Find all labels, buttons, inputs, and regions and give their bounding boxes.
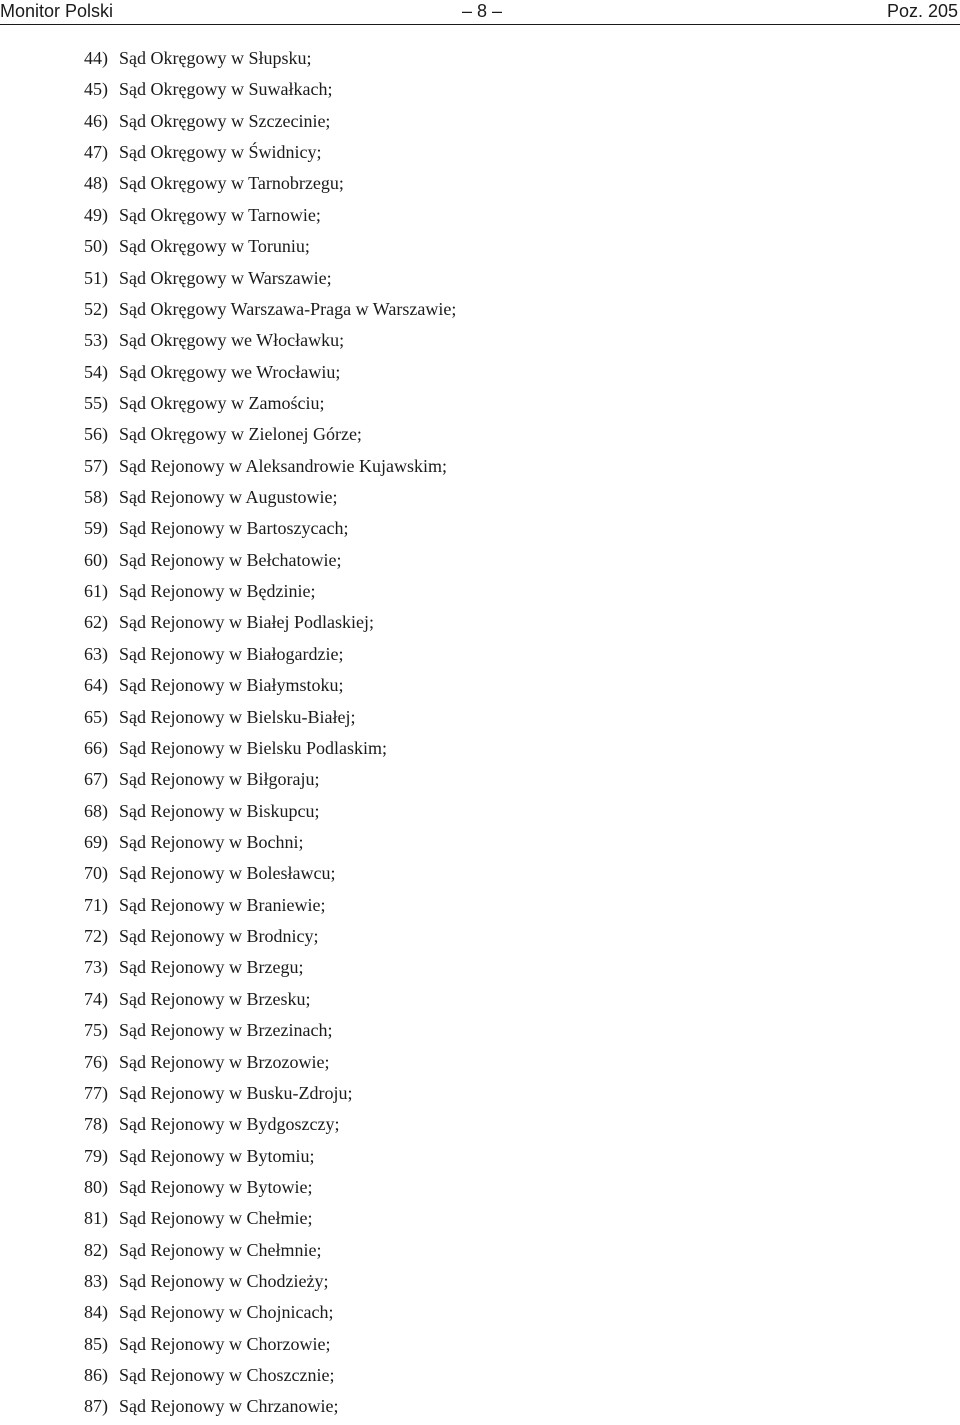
list-item-number: 58) bbox=[84, 487, 108, 508]
list-item-text: Sąd Rejonowy w Bochni; bbox=[119, 831, 304, 852]
list-item-text: Sąd Okręgowy w Słupsku; bbox=[119, 48, 312, 68]
list-item-number: 54) bbox=[84, 361, 108, 382]
list-item bbox=[84, 827, 456, 858]
list-item-text: Sąd Rejonowy w Brzegu; bbox=[119, 957, 304, 978]
list-item bbox=[84, 1266, 456, 1297]
list-item bbox=[84, 43, 456, 74]
list-item-text: Sąd Okręgowy w Toruniu; bbox=[119, 236, 310, 257]
list-item bbox=[84, 858, 456, 889]
list-item-text: Sąd Rejonowy w Biłgoraju; bbox=[119, 769, 320, 790]
list-item-text: Sąd Okręgowy we Włocławku; bbox=[119, 330, 345, 351]
list-item-number: 51) bbox=[84, 267, 108, 288]
list-item-number: 48) bbox=[84, 173, 108, 194]
list-item bbox=[84, 1015, 456, 1046]
list-item-number: 69) bbox=[84, 831, 108, 852]
list-item-text: Sąd Rejonowy w Będzinie; bbox=[119, 581, 316, 602]
list-item-number: 52) bbox=[84, 298, 108, 319]
list-item bbox=[84, 921, 456, 952]
publication-title: Monitor Polski bbox=[0, 1, 114, 21]
list-item-text: Sąd Okręgowy w Zielonej Górze; bbox=[119, 424, 362, 445]
list-item-number: 76) bbox=[84, 1051, 108, 1072]
list-item bbox=[84, 1297, 456, 1328]
list-item-text: Sąd Rejonowy w Biskupcu; bbox=[119, 800, 320, 821]
list-item-number: 86) bbox=[84, 1365, 108, 1386]
list-item-number: 79) bbox=[84, 1145, 108, 1166]
list-item-text: Sąd Rejonowy w Brzesku; bbox=[119, 988, 311, 1009]
list-item bbox=[84, 325, 456, 356]
list-item bbox=[84, 419, 456, 450]
list-item-number: 60) bbox=[84, 549, 108, 570]
list-item bbox=[84, 74, 456, 105]
list-item bbox=[84, 545, 456, 576]
list-item-number: 70) bbox=[84, 863, 108, 884]
list-item-number: 72) bbox=[84, 926, 108, 947]
list-item bbox=[84, 1141, 456, 1172]
list-item bbox=[84, 1172, 456, 1203]
list-item bbox=[84, 168, 456, 199]
list-item-text: Sąd Rejonowy w Bydgoszczy; bbox=[119, 1114, 340, 1135]
list-item-number: 53) bbox=[84, 330, 108, 351]
list-item bbox=[84, 890, 456, 921]
list-item-text: Sąd Rejonowy w Chorzowie; bbox=[119, 1333, 331, 1354]
list-item bbox=[84, 576, 456, 607]
list-item-text: Sąd Rejonowy w Chrzanowie; bbox=[119, 1396, 339, 1417]
list-item-text: Sąd Okręgowy w Szczecinie; bbox=[119, 110, 331, 131]
list-item-text: Sąd Rejonowy w Brzezinach; bbox=[119, 1020, 333, 1041]
list-item-number: 68) bbox=[84, 800, 108, 821]
list-item-text: Sąd Rejonowy w Chełmie; bbox=[119, 1208, 313, 1229]
list-item-text: Sąd Okręgowy w Zamościu; bbox=[119, 392, 325, 413]
list-item-text: Sąd Rejonowy w Brzozowie; bbox=[119, 1051, 330, 1072]
list-item-number: 73) bbox=[84, 957, 108, 978]
list-item bbox=[84, 137, 456, 168]
list-item-number: 83) bbox=[84, 1271, 108, 1292]
list-item bbox=[84, 1235, 456, 1266]
list-item bbox=[84, 796, 456, 827]
list-item-text: Sąd Okręgowy Warszawa-Praga w Warszawie; bbox=[119, 298, 457, 319]
list-item bbox=[84, 733, 456, 764]
list-item-number: 75) bbox=[84, 1020, 108, 1041]
list-item-number: 66) bbox=[84, 737, 108, 758]
list-item bbox=[84, 513, 456, 544]
page-header bbox=[0, 0, 960, 25]
list-item bbox=[84, 294, 456, 325]
list-item-number: 56) bbox=[84, 424, 108, 445]
list-item bbox=[84, 639, 456, 670]
list-item-text: Sąd Rejonowy w Busku-Zdroju; bbox=[119, 1082, 353, 1103]
list-item-number: 45) bbox=[84, 79, 108, 100]
list-item-text: Sąd Rejonowy w Białymstoku; bbox=[119, 675, 344, 696]
list-item-text: Sąd Okręgowy w Warszawie; bbox=[119, 267, 332, 288]
list-item-number: 81) bbox=[84, 1208, 108, 1229]
list-item-number: 47) bbox=[84, 142, 108, 163]
list-item-number: 49) bbox=[84, 204, 108, 225]
list-item-number: 64) bbox=[84, 675, 108, 696]
list-item bbox=[84, 1203, 456, 1234]
list-item bbox=[84, 263, 456, 294]
list-item bbox=[84, 702, 456, 733]
list-item-number: 85) bbox=[84, 1333, 108, 1354]
list-item-number: 74) bbox=[84, 988, 108, 1009]
list-item-text: Sąd Rejonowy w Brodnicy; bbox=[119, 926, 319, 947]
list-item-number: 67) bbox=[84, 769, 108, 790]
list-item-text: Sąd Rejonowy w Augustowie; bbox=[119, 487, 338, 508]
list-item-text: Sąd Rejonowy w Chełmnie; bbox=[119, 1239, 322, 1260]
list-item-number: 77) bbox=[84, 1082, 108, 1103]
court-list bbox=[84, 43, 456, 1423]
list-item bbox=[84, 1109, 456, 1140]
list-item-text: Sąd Rejonowy w Bytowie; bbox=[119, 1176, 313, 1197]
list-item bbox=[84, 482, 456, 513]
list-item-text: Sąd Okręgowy w Suwałkach; bbox=[119, 79, 333, 100]
list-item bbox=[84, 451, 456, 482]
list-item bbox=[84, 1391, 456, 1422]
list-item-number: 50) bbox=[84, 236, 108, 257]
list-item-number: 82) bbox=[84, 1239, 108, 1260]
list-item-number: 84) bbox=[84, 1302, 108, 1323]
list-item-text: Sąd Rejonowy w Bełchatowie; bbox=[119, 549, 342, 570]
list-item bbox=[84, 106, 456, 137]
list-item-text: Sąd Rejonowy w Braniewie; bbox=[119, 894, 326, 915]
position-number: Poz. 205 bbox=[886, 1, 958, 21]
list-item bbox=[84, 984, 456, 1015]
list-item-number: 46) bbox=[84, 110, 108, 131]
list-item bbox=[84, 607, 456, 638]
list-item bbox=[84, 1360, 456, 1391]
list-item-number: 87) bbox=[84, 1396, 108, 1417]
list-item bbox=[84, 1047, 456, 1078]
list-item-number: 62) bbox=[84, 612, 108, 633]
list-item-text: Sąd Rejonowy w Bolesławcu; bbox=[119, 863, 336, 884]
list-item bbox=[84, 1078, 456, 1109]
page-number: – 8 – bbox=[462, 1, 503, 21]
list-item-number: 63) bbox=[84, 643, 108, 664]
list-item-text: Sąd Rejonowy w Chojnicach; bbox=[119, 1302, 334, 1323]
list-item-number: 55) bbox=[84, 392, 108, 413]
list-item-number: 80) bbox=[84, 1176, 108, 1197]
list-item bbox=[84, 388, 456, 419]
list-item-number: 65) bbox=[84, 706, 108, 727]
list-item-text: Sąd Rejonowy w Bielsku Podlaskim; bbox=[119, 737, 388, 758]
list-item bbox=[84, 764, 456, 795]
list-item-number: 78) bbox=[84, 1114, 108, 1135]
list-item-text: Sąd Okręgowy w Tarnobrzegu; bbox=[119, 173, 344, 194]
list-item-number: 71) bbox=[84, 894, 108, 915]
list-item-text: Sąd Rejonowy w Bielsku-Białej; bbox=[119, 706, 356, 727]
list-item bbox=[84, 670, 456, 701]
list-item bbox=[84, 1329, 456, 1360]
list-item-text: Sąd Rejonowy w Białej Podlaskiej; bbox=[119, 612, 374, 633]
list-item-text: Sąd Rejonowy w Chodzieży; bbox=[119, 1271, 329, 1292]
list-item-text: Sąd Rejonowy w Bartoszycach; bbox=[119, 518, 349, 539]
list-item-number: 44) bbox=[84, 48, 108, 68]
list-item-text: Sąd Okręgowy w Świdnicy; bbox=[119, 142, 322, 163]
list-item-text: Sąd Rejonowy w Choszcznie; bbox=[119, 1365, 335, 1386]
list-item-text: Sąd Okręgowy we Wrocławiu; bbox=[119, 361, 341, 382]
list-item-number: 57) bbox=[84, 455, 108, 476]
list-item-text: Sąd Rejonowy w Bytomiu; bbox=[119, 1145, 315, 1166]
list-item-text: Sąd Rejonowy w Aleksandrowie Kujawskim; bbox=[119, 455, 447, 476]
list-item-text: Sąd Rejonowy w Białogardzie; bbox=[119, 643, 344, 664]
list-item bbox=[84, 231, 456, 262]
list-item-number: 61) bbox=[84, 581, 108, 602]
list-item-number: 59) bbox=[84, 518, 108, 539]
list-item bbox=[84, 200, 456, 231]
list-item-text: Sąd Okręgowy w Tarnowie; bbox=[119, 204, 321, 225]
list-item bbox=[84, 952, 456, 983]
list-item bbox=[84, 357, 456, 388]
